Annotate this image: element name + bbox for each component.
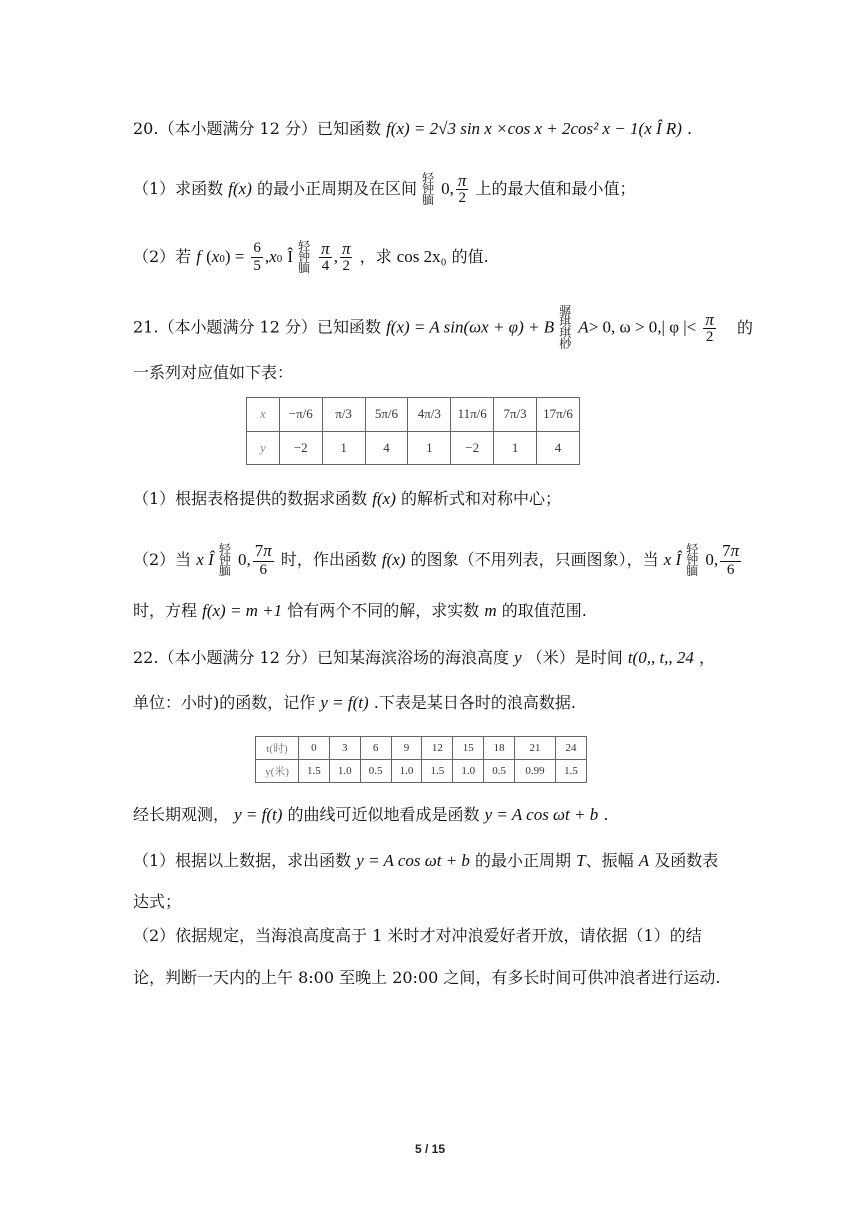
q22-line2: 单位：小时)的函数，记作 y = f(t) .下表是某日各时的浪高数据. (133, 693, 576, 712)
q20-part1: （1）求函数 f(x) 的最小正周期及在区间 轻钟腼 0, $\frac{\pi}{2}$ 上的最大值和最小值； (133, 171, 636, 207)
fraction-6-over-5: $\frac{6}{5}$ (253, 240, 261, 274)
fraction-7pi-over-6: $\frac{7\pi}{6}$ (722, 541, 740, 578)
table-row: t(时) 0 3 6 9 12 15 18 21 24 (256, 737, 587, 760)
q21-function-expression: f(x) = A sin(ωx + φ) + B (386, 317, 555, 337)
q22-part1: （1）根据以上数据，求出函数 y = A cos ωt + b 的最小正周期 T、振幅 A 及函数表 (133, 851, 719, 870)
q21-value-table (246, 397, 580, 465)
fraction-pi-over-2: $\frac{\pi}{2}$ (457, 171, 467, 206)
fraction-pi-over-2: $\frac{\pi}{2}$ (341, 239, 351, 274)
fraction-pi-over-4: $\frac{\pi}{4}$ (321, 239, 330, 274)
q20-part2: （2）若 f (x0) = $\frac{6}{5}$ ,x0 Î 轻钟腼 $\frac{\pi}{4}$ , $\frac{\pi}{2}$ ，求 cos 2x₀ 的值. (133, 239, 489, 275)
q22-part1-line2: 达式； (133, 892, 182, 911)
garbled-bracket: 轻钟腼 (422, 171, 433, 207)
fraction-pi-over-2: $\frac{\pi}{2}$ (705, 309, 714, 345)
q21-header: 21.（本小题满分 12 分）已知函数 f(x) = A sin(ωx + φ) + B 骣琪琪桫 A> 0, ω > 0,| φ |< $\frac{\pi}{2}$ 的 (133, 304, 753, 351)
table-row: x −π/6 π/3 5π/6 4π/3 11π/6 7π/3 17π/6 (247, 398, 580, 432)
q21-part2-line2: 时，方程 f(x) = m +1 恰有两个不同的解，求实数 m 的取值范围. (133, 601, 587, 620)
q22-wave-table (255, 736, 587, 783)
q20-header: 20.（本小题满分 12 分）已知函数 f(x) = 2√3 sin x ×cos x + 2cos² x − 1(x Î R) . (133, 119, 693, 138)
q21-part1: （1）根据表格提供的数据求函数 f(x) 的解析式和对称中心； (133, 489, 561, 508)
garbled-bracket: 骣琪琪桫 (559, 304, 570, 351)
q22-part2-line2: 论，判断一天内的上午 8:00 至晚上 20:00 之间，有多长时间可供冲浪者进行运动. (133, 968, 721, 987)
page-number: 5 / 15 (414, 1142, 446, 1156)
garbled-bracket: 轻钟腼 (686, 542, 697, 578)
q21-part2: （2）当 x Î 轻钟腼 0, $\frac{7\pi}{6}$ 时，作出函数 f(x) 的图象（不用列表，只画图象），当 x Î 轻钟腼 0, $\frac{7\pi}{6}$ (133, 541, 740, 578)
q22-observation: 经长期观测， y = f(t) 的曲线可近似地看成是函数 y = A cos ωt + b . (133, 805, 609, 824)
table-row: y(米) 1.5 1.0 0.5 1.0 1.5 1.0 0.5 0.99 1.5 (256, 760, 587, 783)
table-row: y −2 1 4 1 −2 1 4 (247, 431, 580, 465)
q21-line2: 一系列对应值如下表： (133, 363, 294, 382)
q20-function-expression: f(x) = 2√3 sin x ×cos x + 2cos² x − 1(x Î R) (386, 119, 682, 138)
fraction-7pi-over-6: $\frac{7\pi}{6}$ (254, 541, 272, 578)
garbled-bracket: 轻钟腼 (298, 239, 309, 275)
q22-header: 22.（本小题满分 12 分）已知某海滨浴场的海浪高度 y （米）是时间 t(0,, t,, 24 ， (133, 648, 716, 667)
garbled-bracket: 轻钟腼 (218, 542, 229, 578)
q22-part2-line1: （2）依据规定，当海浪高度高于 1 米时才对冲浪爱好者开放，请依据（1）的结 (133, 926, 702, 945)
